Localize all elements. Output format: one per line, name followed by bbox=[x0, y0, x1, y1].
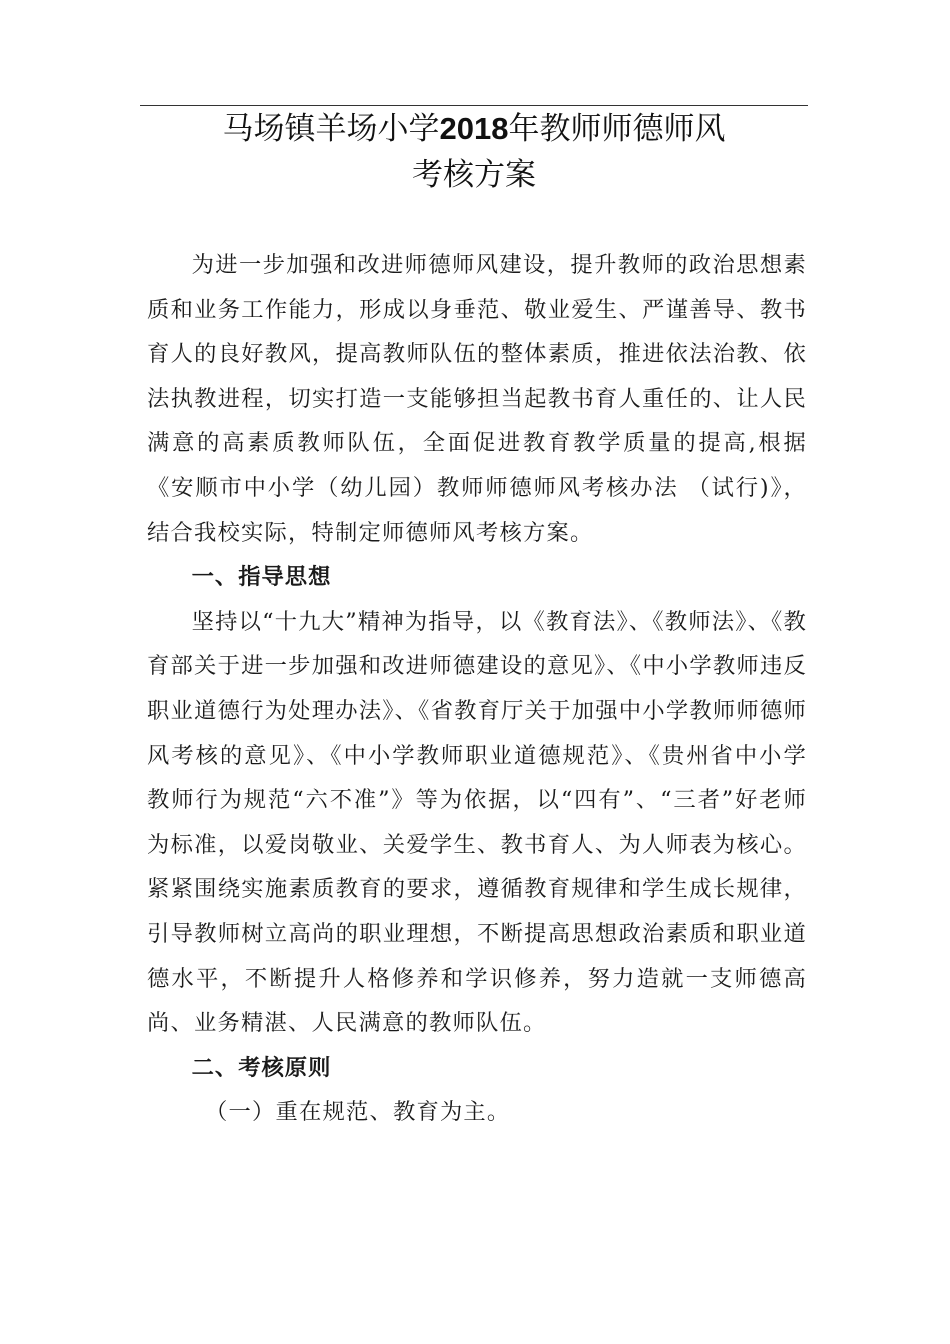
document-title bbox=[140, 106, 808, 198]
section-heading-principles: 二、考核原则 bbox=[191, 1054, 332, 1081]
section-heading-guiding-thought: 一、指导思想 bbox=[191, 564, 332, 591]
title-line-1 bbox=[140, 106, 808, 152]
intro-paragraph: 为进一步加强和改进师德师风建设，提升教师的政治思想素质和业务工作能力，形成以身垂范、敬业爱生、严谨善导、教书育人的良好教风，提高教师队伍的整体素质，推进依法治教、依法执教进程，切实打造一支能够担当起教书育人重任的、让人民满意的高素质教师队伍，全面促进教育教学质量的提高,根据《安顺市中小学（幼儿园）教师师德师风考核办法 （试行)》，结合我校实际，特制定师德师风考核方案。 bbox=[147, 252, 807, 546]
title-line-2: 考核方案 bbox=[412, 157, 536, 193]
title-subject: 年教师师德师风 bbox=[508, 111, 726, 147]
principle-item-1: （一）重在规范、教育为主。 bbox=[204, 1099, 511, 1126]
title-year: 2018 bbox=[439, 111, 509, 146]
title-school: 马场镇羊场小学 bbox=[222, 111, 440, 147]
document-body bbox=[147, 243, 807, 1135]
guiding-thought-paragraph: 坚持以“十九大”精神为指导，以《教育法》、《教师法》、《教育部关于进一步加强和改进师德建设的意见》、《中小学教师违反职业道德行为处理办法》、《省教育厅关于加强中小学教师师德师风考核的意见》、《中小学教师职业道德规范》、《贵州省中小学教师行为规范“六不准”》等为依据，以“四有”、“三者”好老师为标准，以爱岗敬业、关爱学生、教书育人、为人师表为核心。紧紧围绕实施素质教育的要求，遵循教育规律和学生成长规律，引导教师树立高尚的职业理想，不断提高思想政治素质和职业道德水平，不断提升人格修养和学识修养，努力造就一支师德高尚、业务精湛、人民满意的教师队伍。 bbox=[147, 608, 807, 1037]
